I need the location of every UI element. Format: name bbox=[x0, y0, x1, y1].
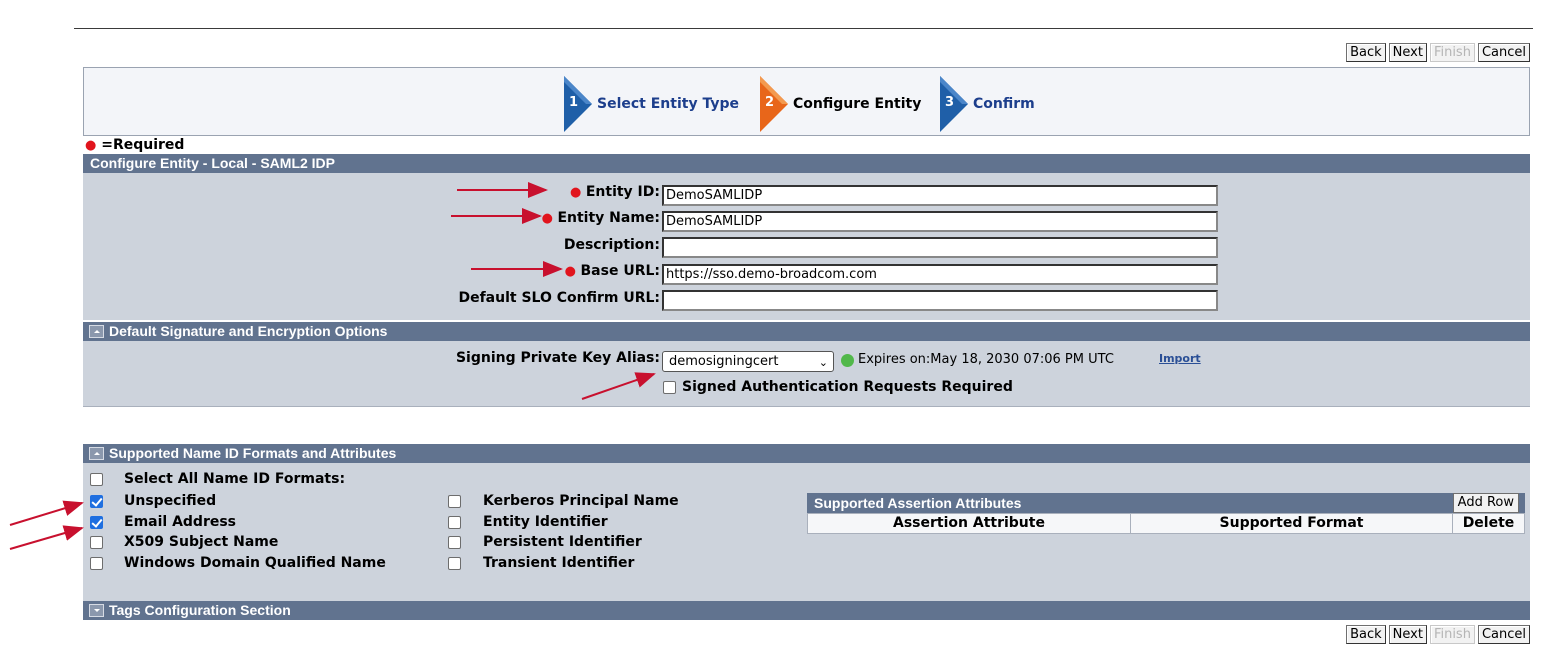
annotation-arrow bbox=[10, 503, 82, 525]
persistent-identifier-label: Persistent Identifier bbox=[483, 534, 642, 550]
step-2-label: Configure Entity bbox=[793, 96, 922, 112]
finish-button[interactable]: Finish bbox=[1430, 43, 1475, 62]
assertion-column-headers bbox=[807, 513, 1525, 534]
wizard-steps bbox=[83, 67, 1530, 136]
top-button-bar bbox=[1346, 43, 1530, 62]
kerberos-checkbox[interactable] bbox=[448, 495, 461, 508]
collapse-icon[interactable] bbox=[89, 325, 104, 338]
signing-key-select[interactable]: demosigningcert ⌄ bbox=[662, 351, 834, 372]
windows-domain-checkbox[interactable] bbox=[90, 557, 103, 570]
annotation-arrow bbox=[10, 528, 82, 549]
entity-name-label: ● Entity Name: bbox=[541, 210, 660, 226]
required-dot-icon: ● bbox=[85, 138, 97, 153]
entity-id-label: ● Entity ID: bbox=[569, 184, 660, 200]
select-all-label: Select All Name ID Formats: bbox=[124, 471, 346, 487]
assertion-attributes-table bbox=[807, 493, 1525, 534]
column-assertion-attribute: Assertion Attribute bbox=[808, 514, 1131, 533]
windows-domain-label: Windows Domain Qualified Name bbox=[124, 555, 386, 571]
email-address-label: Email Address bbox=[124, 514, 237, 530]
column-supported-format: Supported Format bbox=[1131, 514, 1453, 533]
assertion-table-header: Supported Assertion Attributes Add Row bbox=[807, 493, 1525, 513]
chevron-down-icon: ⌄ bbox=[818, 356, 828, 369]
step-2-chevron-icon: 2 bbox=[760, 76, 788, 132]
entity-name-input[interactable] bbox=[662, 211, 1218, 232]
cancel-button[interactable]: Cancel bbox=[1478, 625, 1530, 644]
transient-identifier-label: Transient Identifier bbox=[483, 555, 635, 571]
next-button[interactable]: Next bbox=[1389, 43, 1427, 62]
tags-section-header[interactable]: Tags Configuration Section bbox=[83, 601, 1530, 620]
entity-identifier-label: Entity Identifier bbox=[483, 514, 608, 530]
signature-section-header[interactable]: Default Signature and Encryption Options bbox=[83, 322, 1530, 341]
top-divider bbox=[74, 28, 1533, 29]
step-1-label[interactable]: Select Entity Type bbox=[597, 96, 739, 112]
required-dot-icon: ● bbox=[541, 211, 558, 226]
description-input[interactable] bbox=[662, 237, 1218, 258]
signed-requests-label: Signed Authentication Requests Required bbox=[682, 379, 1013, 395]
x509-subject-checkbox[interactable] bbox=[90, 536, 103, 549]
base-url-input[interactable] bbox=[662, 264, 1218, 285]
unspecified-label: Unspecified bbox=[124, 493, 217, 509]
signing-key-label: Signing Private Key Alias: bbox=[455, 350, 660, 366]
signed-requests-checkbox[interactable] bbox=[663, 381, 676, 394]
slo-url-input[interactable] bbox=[662, 290, 1218, 311]
import-link[interactable]: Import bbox=[1159, 352, 1201, 365]
finish-button[interactable]: Finish bbox=[1430, 625, 1475, 644]
column-delete: Delete bbox=[1462, 515, 1515, 531]
cert-expiry-text: Expires on:May 18, 2030 07:06 PM UTC bbox=[858, 352, 1114, 367]
next-button[interactable]: Next bbox=[1389, 625, 1427, 644]
nameid-section-header[interactable]: Supported Name ID Formats and Attributes bbox=[83, 444, 1530, 463]
entity-id-input[interactable] bbox=[662, 185, 1218, 206]
status-ok-icon bbox=[841, 354, 854, 367]
required-dot-icon: ● bbox=[564, 264, 581, 279]
cancel-button[interactable]: Cancel bbox=[1478, 43, 1530, 62]
persistent-identifier-checkbox[interactable] bbox=[448, 536, 461, 549]
step-3-label[interactable]: Confirm bbox=[973, 96, 1035, 112]
base-url-label: ● Base URL: bbox=[564, 263, 660, 279]
expand-icon[interactable] bbox=[89, 604, 104, 617]
collapse-icon[interactable] bbox=[89, 447, 104, 460]
step-1-chevron-icon: 1 bbox=[564, 76, 592, 132]
bottom-button-bar bbox=[1346, 625, 1530, 644]
step-select-entity-type[interactable] bbox=[564, 76, 739, 132]
kerberos-label: Kerberos Principal Name bbox=[483, 493, 679, 509]
step-3-chevron-icon: 3 bbox=[940, 76, 968, 132]
add-row-button[interactable]: Add Row bbox=[1453, 493, 1519, 513]
entity-identifier-checkbox[interactable] bbox=[448, 516, 461, 529]
back-button[interactable]: Back bbox=[1346, 43, 1386, 62]
description-label: Description: bbox=[563, 237, 660, 253]
step-confirm[interactable] bbox=[940, 76, 1035, 132]
slo-url-label: Default SLO Confirm URL: bbox=[458, 290, 660, 306]
email-address-checkbox[interactable] bbox=[90, 516, 103, 529]
transient-identifier-checkbox[interactable] bbox=[448, 557, 461, 570]
select-all-checkbox[interactable] bbox=[90, 473, 103, 486]
unspecified-checkbox[interactable] bbox=[90, 495, 103, 508]
step-configure-entity bbox=[760, 76, 921, 132]
configure-entity-header: Configure Entity - Local - SAML2 IDP bbox=[83, 154, 1530, 173]
required-dot-icon: ● bbox=[569, 185, 586, 200]
x509-subject-label: X509 Subject Name bbox=[124, 534, 279, 550]
required-legend: ● =Required bbox=[85, 137, 185, 153]
back-button[interactable]: Back bbox=[1346, 625, 1386, 644]
